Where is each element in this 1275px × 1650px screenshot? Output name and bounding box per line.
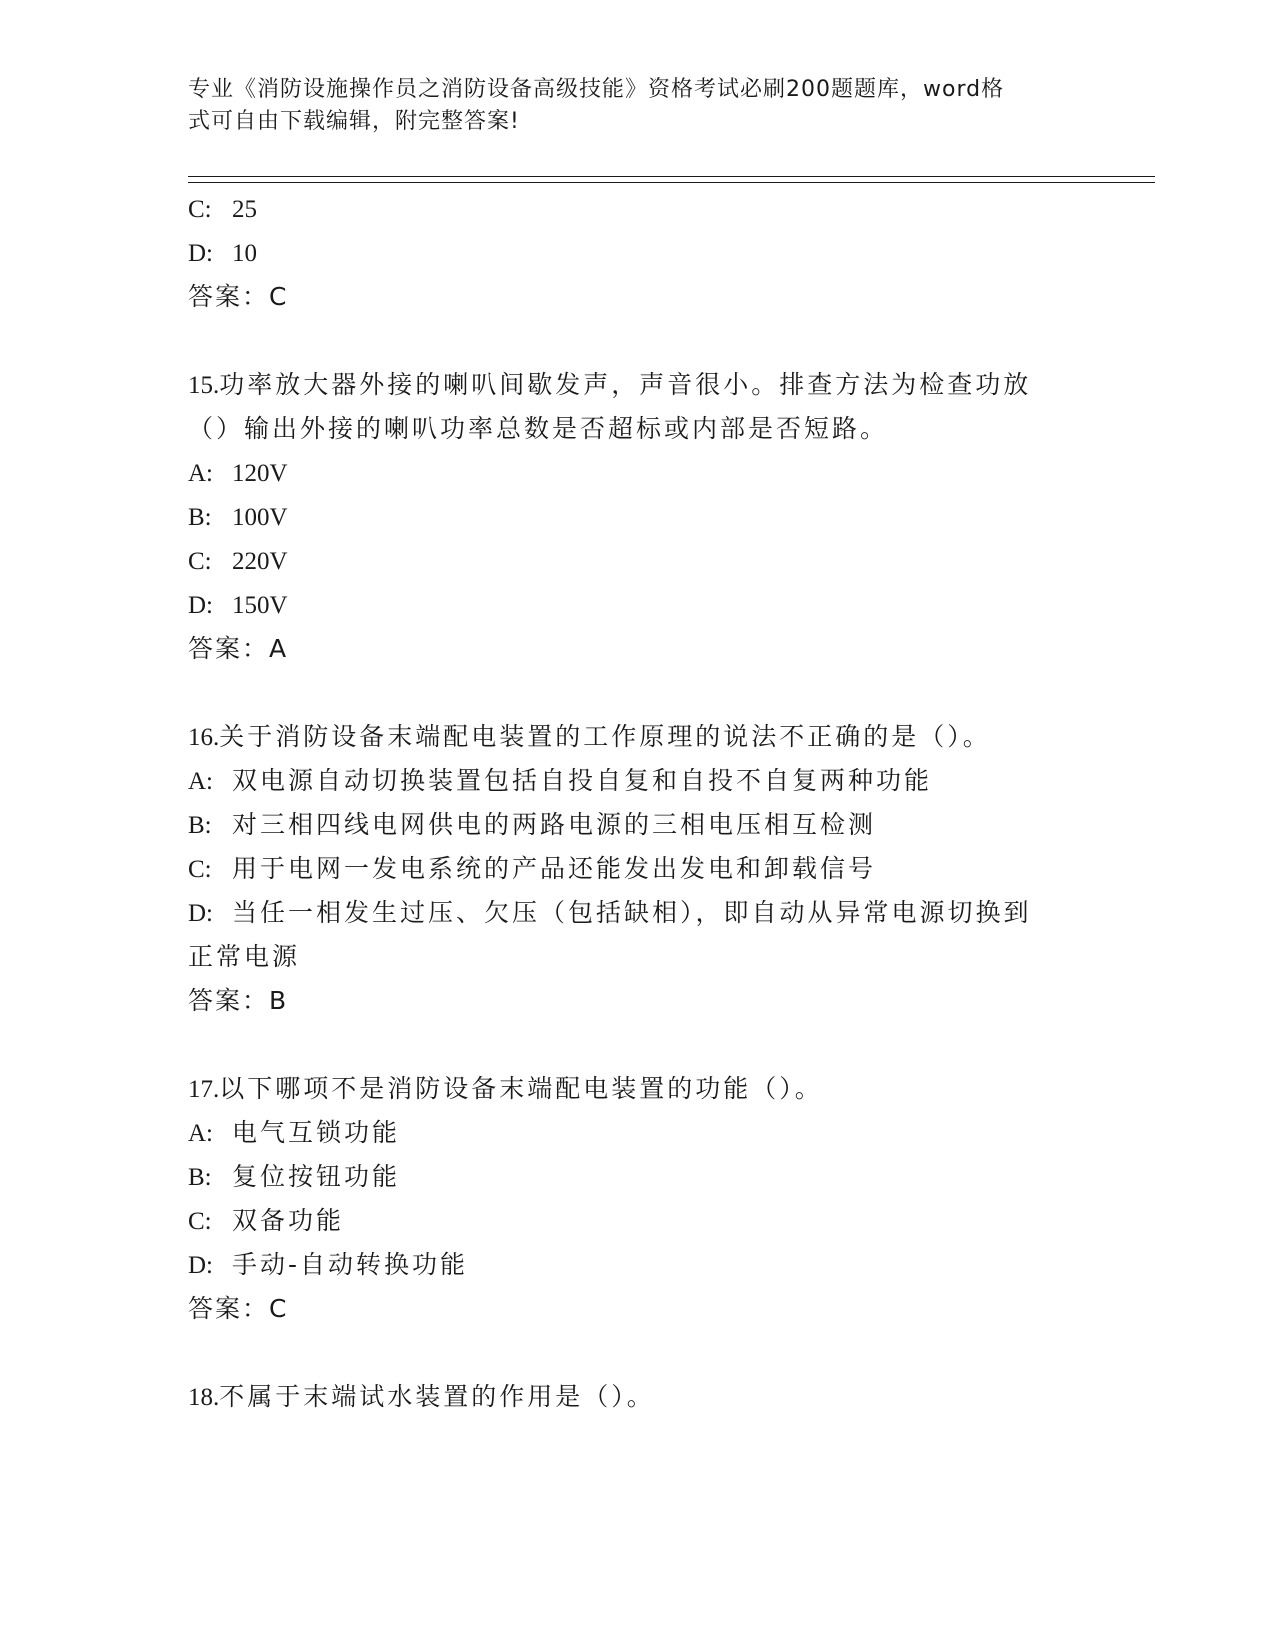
option-letter: D: — [188, 900, 213, 927]
header-divider-top — [188, 176, 1155, 177]
option-letter: A: — [188, 768, 213, 795]
option-c — [188, 192, 257, 227]
option-letter: A: — [188, 460, 213, 487]
option-letter: C: — [188, 856, 212, 883]
question-17-stem — [188, 1072, 823, 1107]
option-text: 10 — [232, 240, 257, 267]
answer-line: 答案：A — [188, 634, 289, 663]
option-d — [188, 896, 1032, 931]
option-letter: D: — [188, 592, 213, 619]
option-text: 用于电网一发电系统的产品还能发出发电和卸载信号 — [232, 854, 877, 883]
option-letter: C: — [188, 1208, 212, 1235]
option-letter: C: — [188, 548, 212, 575]
option-text: 对三相四线电网供电的两路电源的三相电压相互检测 — [232, 810, 877, 839]
option-b — [188, 1160, 400, 1195]
option-a — [188, 1116, 400, 1151]
question-18-stem — [188, 1380, 655, 1415]
question-number: 17. — [188, 1076, 220, 1103]
question-number: 15. — [188, 372, 220, 399]
option-d-cont: 正常电源 — [188, 942, 301, 971]
answer-line: 答案：C — [188, 282, 289, 311]
header-divider-bottom — [188, 182, 1155, 183]
question-text: 功率放大器外接的喇叭间歇发声，声音很小。排查方法为检查功放 — [219, 370, 1032, 399]
header-line-2: 式可自由下载编辑，附完整答案! — [188, 109, 520, 134]
question-text: 以下哪项不是消防设备末端配电装置的功能（）。 — [219, 1074, 823, 1103]
question-16-stem — [188, 720, 991, 755]
question-15-stem-cont: （）输出外接的喇叭功率总数是否超标或内部是否短路。 — [188, 414, 889, 443]
option-text: 双备功能 — [232, 1206, 345, 1235]
option-d — [188, 236, 257, 271]
option-letter: D: — [188, 1252, 213, 1279]
option-letter: B: — [188, 1164, 212, 1191]
question-text: 不属于末端试水装置的作用是（）。 — [219, 1382, 655, 1411]
option-text: 手动-自动转换功能 — [232, 1250, 469, 1279]
option-c — [188, 544, 288, 579]
question-number: 16. — [188, 724, 220, 751]
option-a — [188, 456, 288, 491]
option-letter: A: — [188, 1120, 213, 1147]
option-text: 150V — [232, 592, 288, 619]
option-c — [188, 852, 876, 887]
option-text: 220V — [232, 548, 288, 575]
option-text: 100V — [232, 504, 288, 531]
header-line-1: 专业《消防设施操作员之消防设备高级技能》资格考试必刷200题题库，word格 — [188, 77, 1005, 102]
answer-line: 答案：B — [188, 986, 289, 1015]
question-15-stem — [188, 368, 1031, 403]
option-letter: C: — [188, 196, 212, 223]
option-d — [188, 588, 288, 623]
question-number: 18. — [188, 1384, 220, 1411]
option-letter: B: — [188, 504, 212, 531]
option-b — [188, 808, 876, 843]
option-b — [188, 500, 288, 535]
option-c — [188, 1204, 344, 1239]
option-text: 25 — [232, 196, 257, 223]
answer-line: 答案：C — [188, 1294, 289, 1323]
option-text: 当任一相发生过压、欠压（包括缺相），即自动从异常电源切换到 — [232, 898, 1032, 927]
option-letter: D: — [188, 240, 213, 267]
option-text: 复位按钮功能 — [232, 1162, 401, 1191]
option-text: 电气互锁功能 — [232, 1118, 401, 1147]
question-text: 关于消防设备末端配电装置的工作原理的说法不正确的是（）。 — [219, 722, 991, 751]
option-a — [188, 764, 932, 799]
option-text: 120V — [232, 460, 288, 487]
option-d — [188, 1248, 468, 1283]
option-letter: B: — [188, 812, 212, 839]
document-header — [188, 74, 1068, 138]
option-text: 双电源自动切换装置包括自投自复和自投不自复两种功能 — [232, 766, 933, 795]
